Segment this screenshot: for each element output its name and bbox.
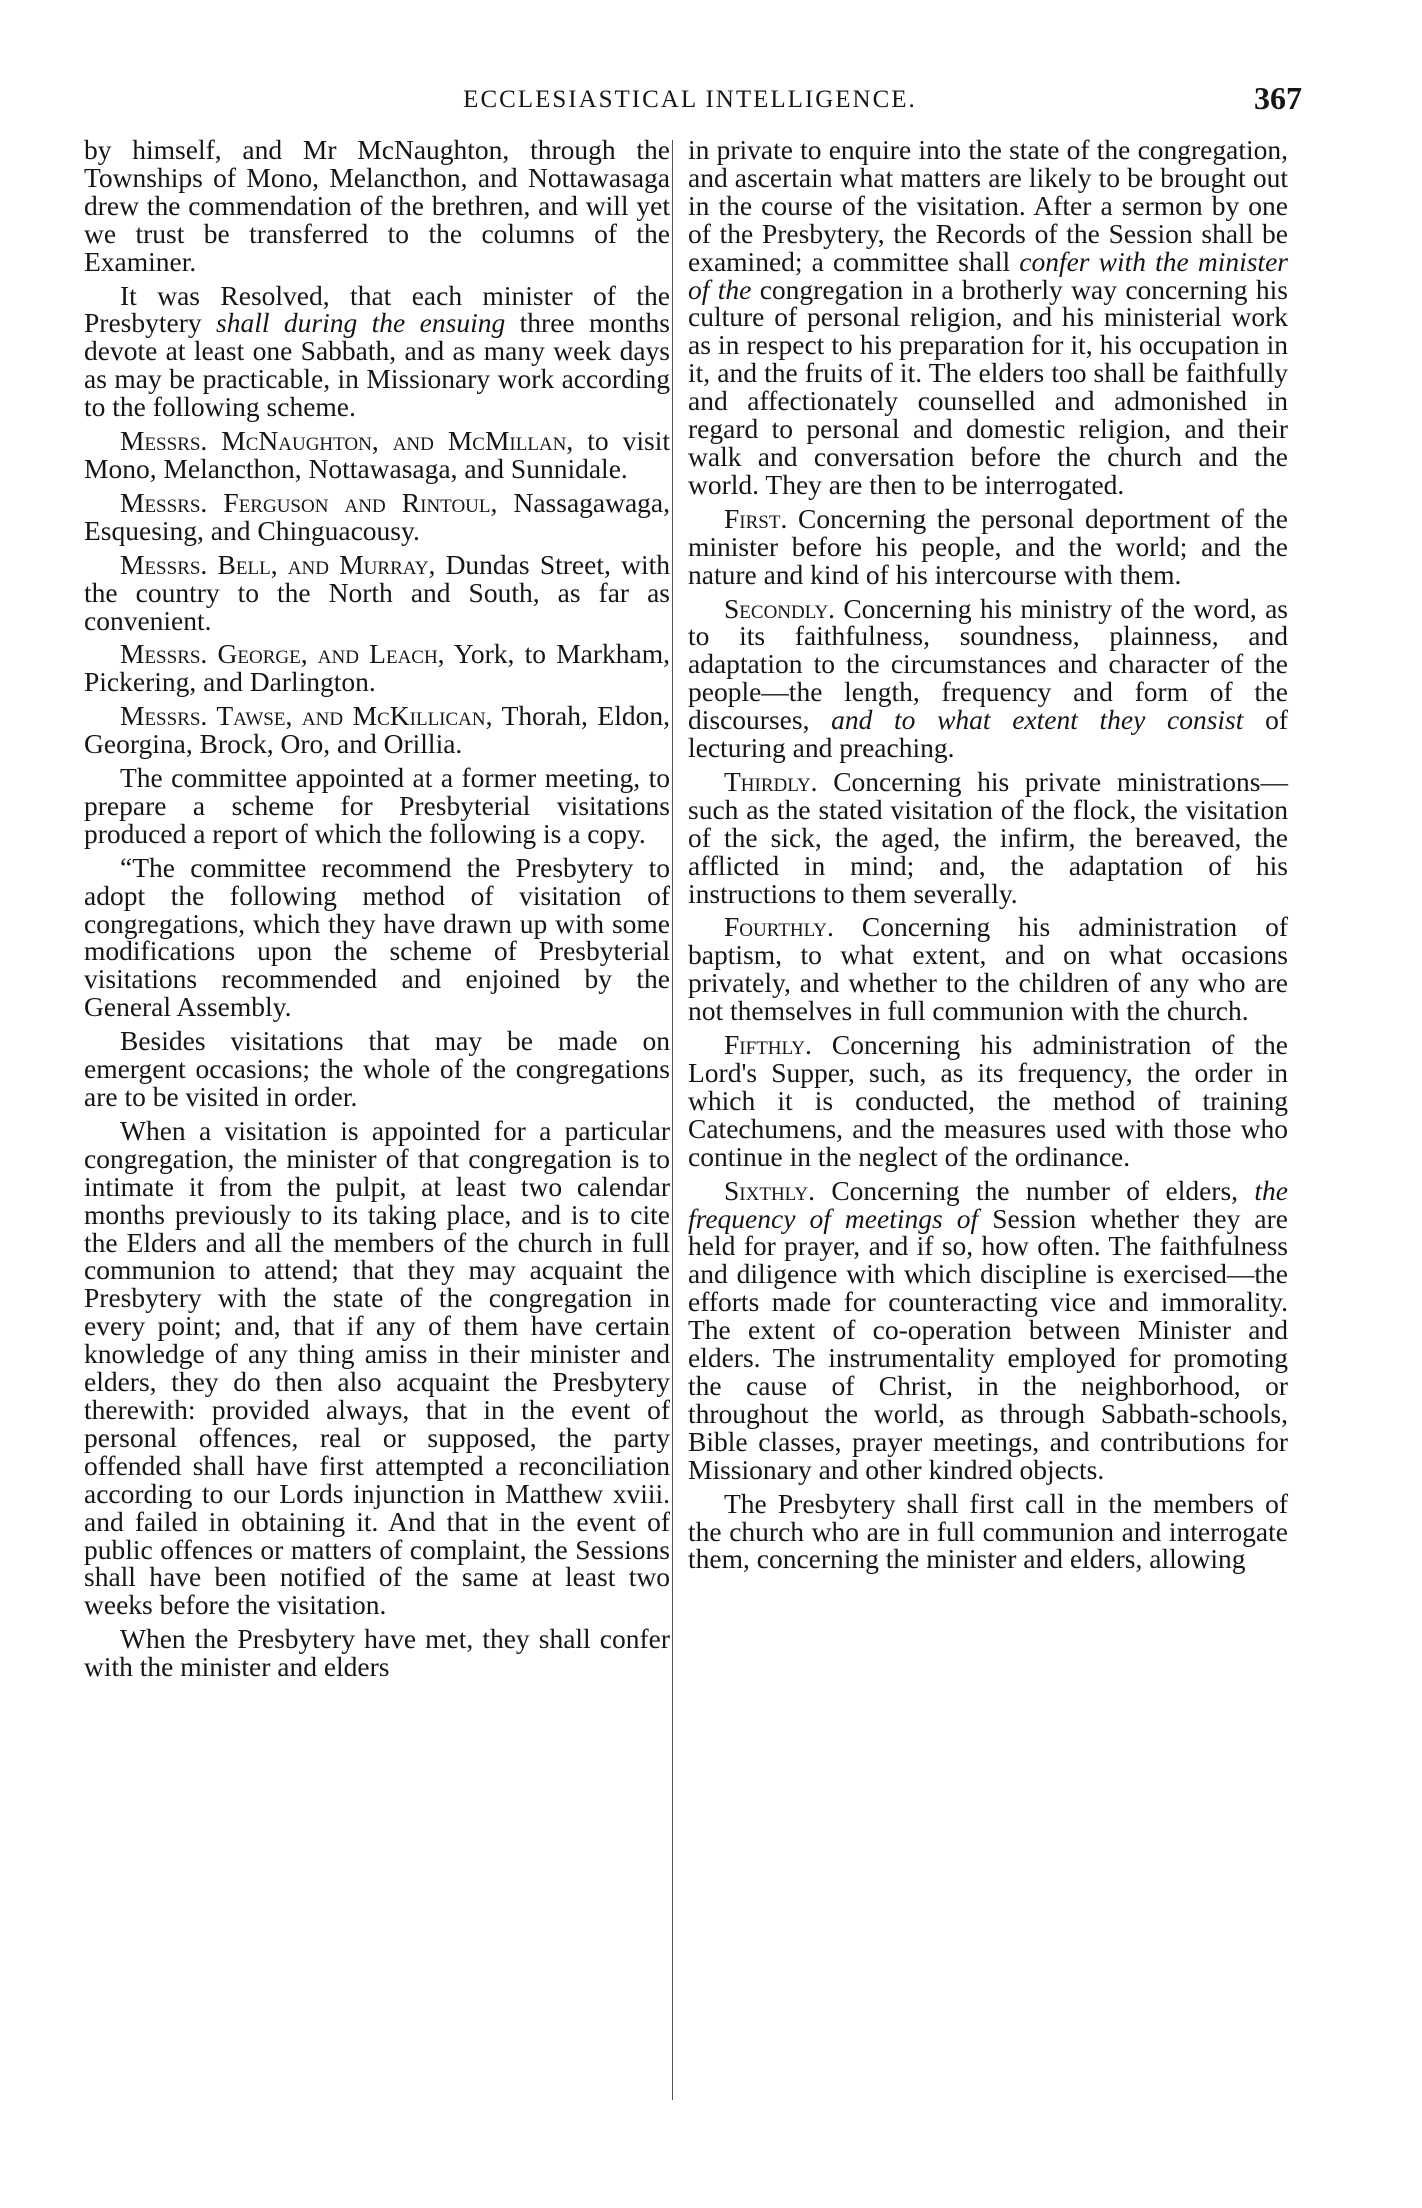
running-title: ECCLESIASTICAL INTELLIGENCE. bbox=[463, 86, 917, 113]
missionary-assignment bbox=[84, 427, 670, 483]
running-head bbox=[78, 80, 1302, 126]
left-column bbox=[84, 136, 670, 1687]
item-ordinal: Sixthly. bbox=[724, 1174, 815, 1206]
item-ordinal: First. bbox=[724, 502, 788, 534]
text-run: It was Resolved, that each minister of the Presbytery bbox=[84, 279, 670, 339]
item-ordinal: Fourthly. bbox=[724, 911, 834, 943]
interrogation-item bbox=[688, 913, 1288, 1025]
paragraph: The committee appointed at a former meeting, to prepare a scheme for Presbyterial visitations produced a report of which the following is a copy. bbox=[84, 762, 670, 849]
interrogation-item bbox=[688, 1174, 1289, 1485]
item-text: Concerning the personal deportment of the minister before his people, and the world; and the nature and kind of his intercourse with them. bbox=[688, 502, 1288, 590]
paragraph: “The committee recommend the Presbytery to adopt the following method of visitation of congregations, which they have drawn up with some modifications upon the scheme of Presbyterial visitations recommended and enjoined by the General Assembly. bbox=[84, 851, 670, 1023]
paragraph: When a visitation is appointed for a particular congregation, the minister of that congregation is to intimate it from the pulpit, at least two calendar months previously to its taking place, and is to cite the Elders and all the members of the church in full communion to attend; that they may acquaint the Presbytery with the state of the congregation in every point; and, that if any of them have certain knowledge of any thing amiss in their minister and elders, they do then also acquaint the Presbytery therewith: provided always, that in the event of personal offences, real or supposed, the party offended shall have first attempted a reconciliation according to our Lords injunction in Matthew xviii. and failed in obtaining it. And that in the event of public offences or matters of complaint, the Sessions shall have been notified of the same at least two weeks before the visitation. bbox=[84, 1114, 670, 1621]
text-run: in private to enquire into the state of the congregation, and ascertain what matters are likely to be brought out in the course of the visitation. After a sermon by one of the Presbytery, the Records of the Session shall be examined; a committee shall bbox=[688, 134, 1288, 277]
italic-run: the frequency of meetings of bbox=[688, 1174, 1288, 1234]
interrogation-item bbox=[688, 765, 1288, 909]
missionary-assignment bbox=[84, 548, 670, 636]
item-ordinal: Secondly. bbox=[724, 592, 836, 624]
item-ordinal: Thirdly. bbox=[724, 765, 818, 797]
item-text: Session whether they are held for prayer, and if so, how often. The faithfulness and diligence with which discipline is exercised—the efforts made for counteracting vice and immorality. The extent of co-operation between Minister and elders. The instrumentality employed for promoting the cause of Christ, in the neighborhood, or throughout the world, as through Sabbath-schools, Bible classes, prayer meetings, and contributions for Missionary and other kindred objects. bbox=[688, 1202, 1289, 1485]
assignee-names: Messrs. Bell, and Murray, bbox=[120, 548, 436, 580]
assignee-names: Messrs. Ferguson and Rintoul, bbox=[120, 486, 498, 518]
interrogation-item bbox=[688, 1031, 1288, 1171]
text-run: congregation in a brotherly way concerning his culture of personal religion, and his ministerial work as in respect to his preparation for it, his occupation in it, and the fruits of it. The elders too shall be faithfully and affectionately counselled and admonished in regard to personal and domestic religion, and their walk and conversation before the church and the world. They are then to be interrogated. bbox=[688, 273, 1288, 500]
right-column bbox=[688, 136, 1288, 1579]
column-rule bbox=[672, 140, 673, 2100]
assignment-places: Thorah, Eldon, Georgina, Brock, Oro, and Orillia. bbox=[84, 700, 670, 760]
paragraph: When the Presbytery have met, they shall confer with the minister and elders bbox=[84, 1623, 670, 1683]
paragraph: The Presbytery shall first call in the members of the church who are in full communion and interrogate them, concerning the minister and elders, allowing bbox=[688, 1487, 1288, 1575]
item-ordinal: Fifthly. bbox=[724, 1029, 812, 1061]
assignee-names: Messrs. George, and Leach, bbox=[120, 638, 445, 670]
item-text: Concerning his ministry of the word, as to its faithfulness, soundness, plainness, and adaptation to the circumstances and character of the people—the length, frequency and form of the discourses, bbox=[688, 592, 1288, 736]
item-text: Concerning his private ministrations—such as the stated visitation of the flock, the visitation of the sick, the aged, the infirm, the bereaved, the afflicted in mind; and, the adaptation of his instructions to them severally. bbox=[688, 765, 1288, 909]
paragraph: Besides visitations that may be made on emergent occasions; the whole of the congregations are to be visited in order. bbox=[84, 1025, 670, 1112]
paragraph bbox=[688, 136, 1288, 499]
missionary-assignment bbox=[84, 702, 670, 758]
assignment-places: Dundas Street, with the country to the North and South, as far as convenient. bbox=[84, 548, 670, 636]
text-run: three months devote at least one Sabbath, and as many week days as may be practicable, in Missionary work according to the following scheme. bbox=[84, 307, 670, 423]
page-number: 367 bbox=[1254, 80, 1302, 116]
italic-run: confer with the minister of the bbox=[688, 245, 1288, 305]
assignment-places: York, to Markham, Pickering, and Darlington. bbox=[84, 638, 670, 698]
item-text: Concerning his administration of the Lord's Supper, such, as its frequency, the order in which it is conducted, the method of training Catechumens, and the measures used with those who continue in the neglect of the ordinance. bbox=[688, 1029, 1288, 1172]
italic-run: shall during the ensuing bbox=[216, 307, 506, 339]
assignment-places: to visit Mono, Melancthon, Nottawasaga, and Sunnidale. bbox=[84, 425, 670, 484]
assignee-names: Messrs. McNaughton, and McMillan, bbox=[120, 425, 574, 457]
assignee-names: Messrs. Tawse, and McKillican, bbox=[120, 700, 493, 732]
interrogation-item bbox=[688, 592, 1288, 764]
interrogation-item bbox=[688, 502, 1288, 590]
item-text: of lecturing and preaching. bbox=[688, 704, 1288, 764]
paragraph bbox=[84, 279, 670, 423]
paragraph: by himself, and Mr McNaughton, through the Townships of Mono, Melancthon, and Nottawasaga drew the commendation of the brethren, and will yet we trust be transferred to the columns of the Examiner. bbox=[84, 134, 670, 277]
item-text: Concerning his administration of baptism, to what extent, and on what occasions privately, and whether to the children of any who are not themselves in full communion with the church. bbox=[688, 911, 1288, 1027]
assignment-places: Nassagawaga, Esquesing, and Chinguacousy. bbox=[84, 486, 670, 546]
item-text: Concerning the number of elders, bbox=[814, 1174, 1255, 1206]
missionary-assignment bbox=[84, 486, 670, 546]
missionary-assignment bbox=[84, 640, 670, 696]
italic-run: and to what extent they consist bbox=[831, 704, 1244, 736]
